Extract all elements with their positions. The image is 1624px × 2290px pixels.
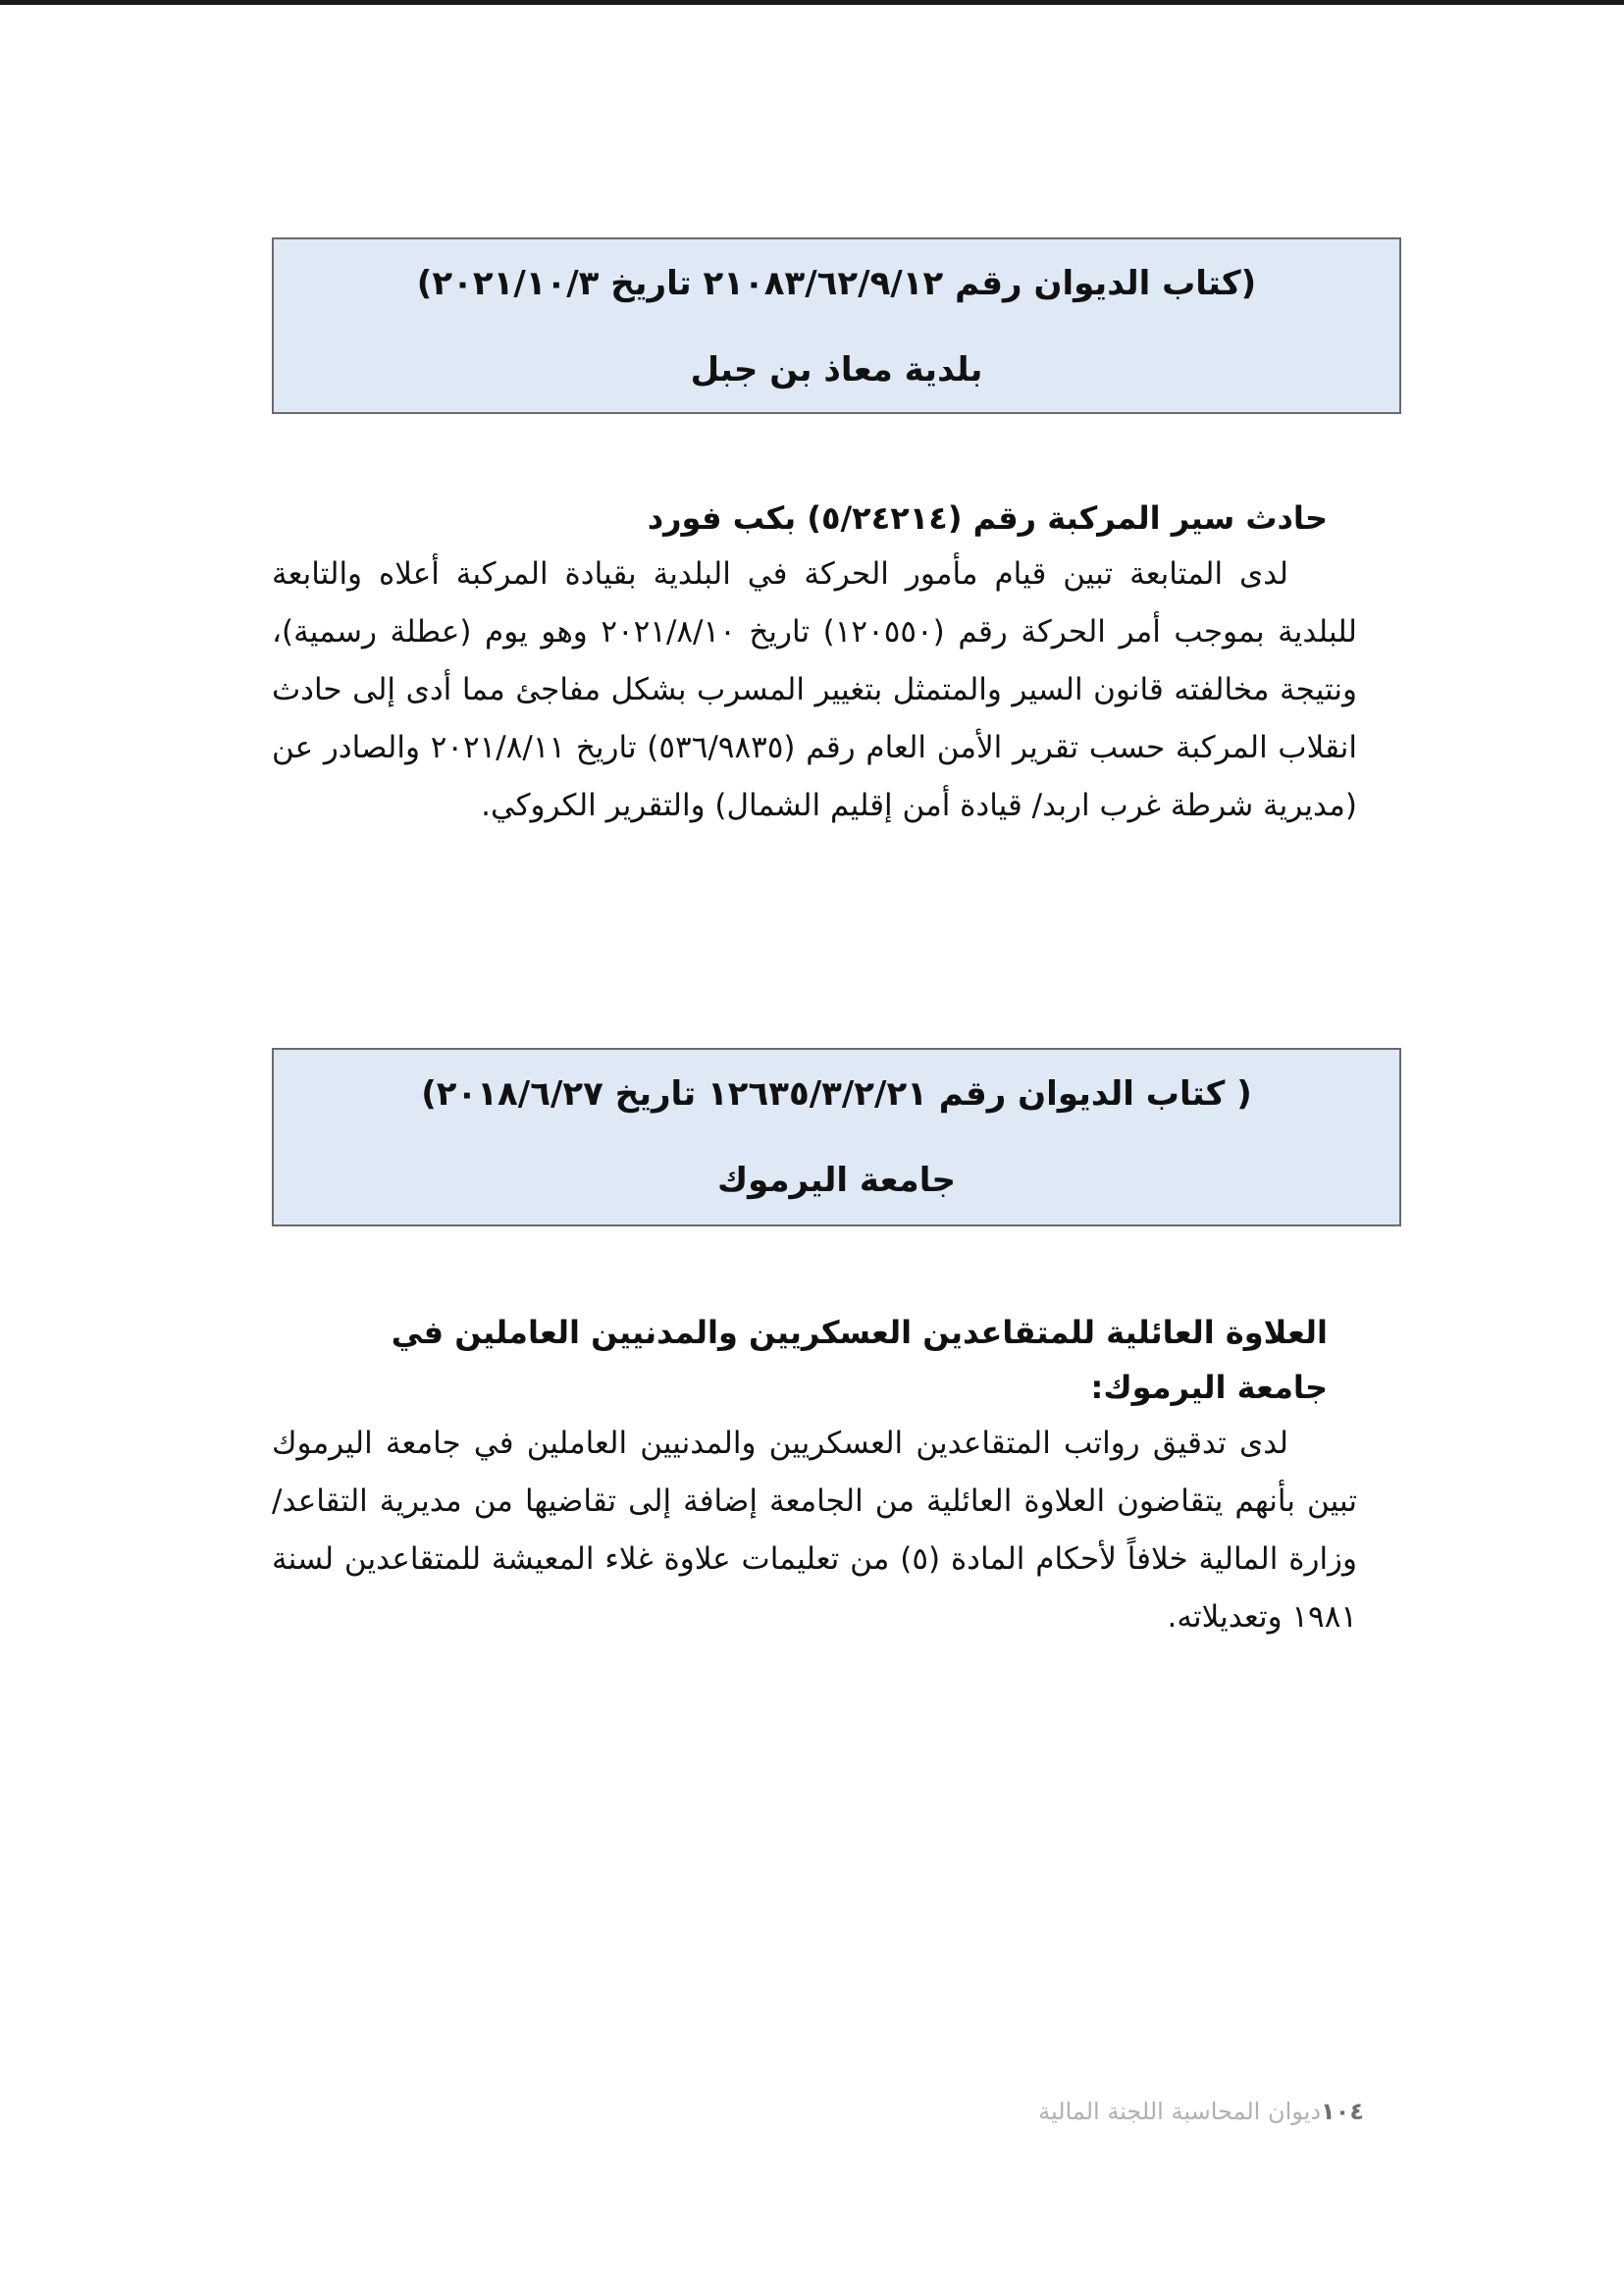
entity-name: جامعة اليرموك (717, 1161, 956, 1200)
finding-title: العلاوة العائلية للمتقاعدين العسكريين والمدنيين العاملين في جامعة اليرموك: (391, 1314, 1328, 1406)
page-footer (814, 2096, 1364, 2127)
finding-vehicle-accident (272, 491, 1357, 835)
reference-number: (كتاب الديوان رقم ٢١٠٨٣/٦٢/٩/١٢ تاريخ ٢٠٢١/١٠/٣) (416, 264, 1257, 303)
page-number: ١٠٤ (1321, 2098, 1364, 2125)
entity-name: بلدية معاذ بن جبل (690, 350, 983, 390)
finding-body: لدى المتابعة تبين قيام مأمور الحركة في البلدية بقيادة المركبة أعلاه والتابعة للبلدية بموجب أمر الحركة رقم (١٢٠٥٥٠) تاريخ ٢٠٢١/٨/١٠ وهو يوم (عطلة رسمية)، ونتيجة مخالفته قانون السير والمتمثل بتغيير المسرب بشكل مفاجئ مما أدى إلى حادث انقلاب المركبة حسب تقرير الأمن العام رقم (٥٣٦/٩٨٣٥) تاريخ ٢٠٢١/٨/١١ والصادر عن (مديرية شرطة غرب اربد/ قيادة أمن إقليم الشمال) والتقرير الكروكي. (272, 556, 1358, 823)
reference-box-university (272, 1048, 1401, 1226)
reference-number: ( كتاب الديوان رقم ١٢٦٣٥/٣/٢/٢١ تاريخ ٢٠١٨/٦/٢٧) (421, 1074, 1252, 1114)
reference-box-municipality (272, 237, 1401, 414)
page-top-edge (0, 0, 1624, 5)
finding-body: لدى تدقيق رواتب المتقاعدين العسكريين والمدنيين العاملين في جامعة اليرموك تبين بأنهم يتقاضون العلاوة العائلية من الجامعة إضافة إلى تقاضيها من مديرية التقاعد/ وزارة المالية خلافاً لأحكام المادة (٥) من تعليمات علاوة غلاء المعيشة للمتقاعدين لسنة ١٩٨١ وتعديلاته. (272, 1426, 1357, 1635)
finding-family-allowance (272, 1305, 1357, 1646)
finding-title: حادث سير المركبة رقم (٥/٢٤٢١٤) بكب فورد (647, 499, 1328, 537)
footer-text: ديوان المحاسبة اللجنة المالية (1038, 2098, 1322, 2125)
